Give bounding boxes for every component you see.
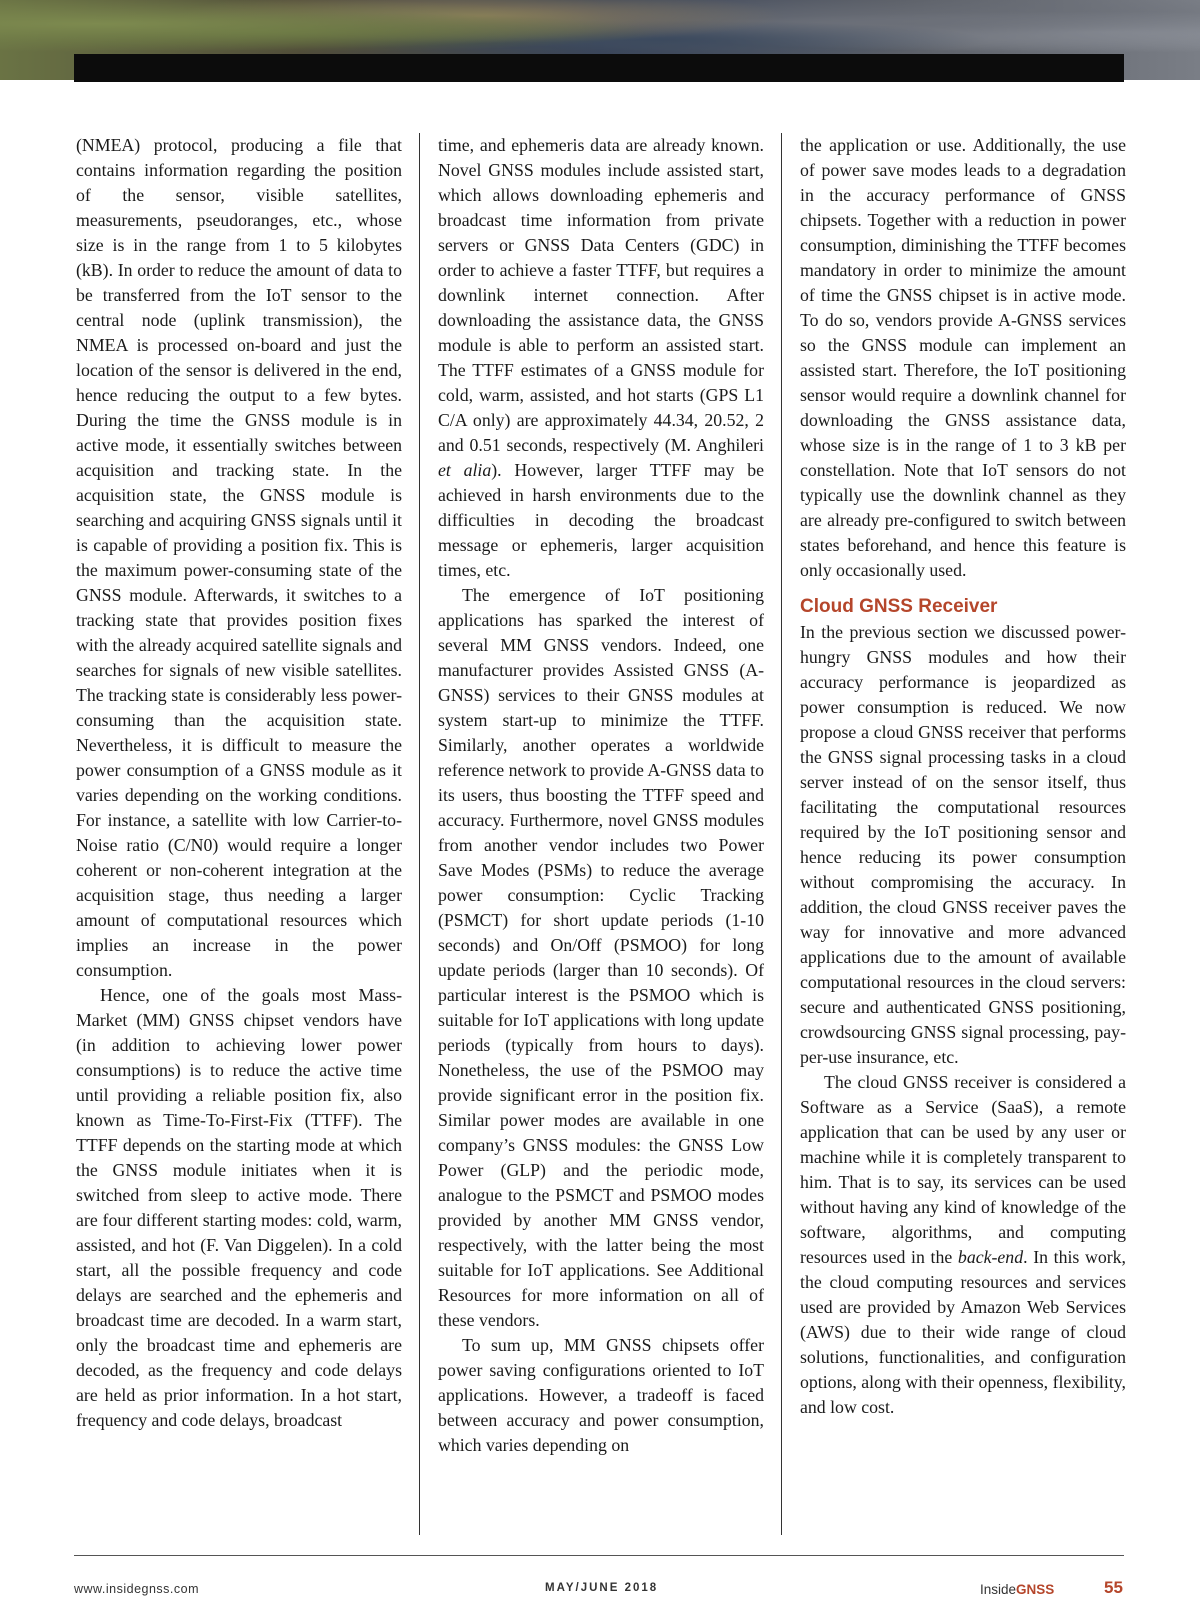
text-run: time, and ephemeris data are already known. Novel GNSS modules include assisted start, which allows downloading ephemeris and broadcast time information from private servers or GNSS Data Centers (GDC) in order to achieve a faster TTFF, but requires a downlink internet connection. After downloading the assistance data, the GNSS module is able to perform an assisted start. The TTFF estimates of a GNSS module for cold, warm, assisted, and hot starts (GPS L1 C/A only) are approximately 44.34, 20.52, 2 and 0.51 seconds, respectively (M. Anghileri	[438, 135, 764, 455]
paragraph: The emergence of IoT positioning applications has sparked the interest of several MM GNSS vendors. Indeed, one manufacturer provides Assisted GNSS (A-GNSS) services to their GNSS modules at system start-up to minimize the TTFF. Similarly, another operates a worldwide reference network to provide A-GNSS data to its users, thus boosting the TTFF speed and accuracy. Furthermore, novel GNSS modules from another vendor includes two Power Save Modes (PSMs) to reduce the average power consumption: Cyclic Tracking (PSMCT) for short update periods (1-10 seconds) and On/Off (PSMOO) for long update periods (larger than 10 seconds). Of particular interest is the PSMOO which is suitable for IoT applications with long update periods (typically from hours to days). Nonetheless, the use of the PSMOO may provide significant error in the position fix. Similar power modes are available in one company’s GNSS modules: the GNSS Low Power (GLP) and the periodic mode, analogue to the PSMCT and PSMOO modes provided by another MM GNSS vendor, respectively, with the latter being the most suitable for IoT applications. See Additional Resources for more information on all of these vendors.	[438, 585, 764, 1330]
paragraph: To sum up, MM GNSS chipsets offer power saving configurations oriented to IoT applications. However, a tradeoff is faced between accuracy and power consumption, which varies depending on	[438, 1335, 764, 1455]
header-bar	[74, 54, 1124, 82]
article-column-3	[800, 133, 1126, 1535]
section-heading: Cloud GNSS Receiver	[800, 596, 998, 617]
footer-url[interactable]: www.insidegnss.com	[74, 1582, 200, 1596]
brand-part: Inside	[980, 1582, 1017, 1597]
footer-brand-logo	[980, 1582, 1054, 1597]
article-column-2	[438, 133, 764, 1535]
paragraph: In the previous section we discussed power-hungry GNSS modules and how their accuracy performance is jeopardized as power consumption is reduced. We now propose a cloud GNSS receiver that performs the GNSS signal processing tasks in a cloud server instead of on the sensor itself, thus facilitating the computational resources required by the IoT positioning sensor and hence reducing its power consumption without compromising the accuracy. In addition, the cloud GNSS receiver paves the way for innovative and more advanced applications due to the amount of available computational resources in the cloud servers: secure and authenticated GNSS positioning, crowdsourcing GNSS signal processing, pay-per-use insurance, etc.	[800, 622, 1126, 1067]
paragraph	[438, 133, 764, 583]
italic-text: back-end	[957, 1247, 1024, 1267]
text-run: ). However, larger TTFF may be achieved in harsh environments due to the difficulties in decoding the broadcast message or ephemeris, larger acquisition times, etc.	[438, 460, 764, 580]
paragraph: the application or use. Additionally, the use of power save modes leads to a degradation in the accuracy performance of GNSS chipsets. Together with a reduction in power consumption, diminishing the TTFF becomes mandatory in order to minimize the amount of time the GNSS chipset is in active mode. To do so, vendors provide A-GNSS services so the GNSS module can implement an assisted start. Therefore, the IoT positioning sensor would require a downlink channel for downloading the GNSS assistance data, whose size is in the range of 1 to 3 kB per constellation. Note that IoT sensors do not typically use the downlink channel as they are already pre-configured to switch between states beforehand, and hence this feature is only occasionally used.	[800, 135, 1126, 580]
brand-part: GNSS	[1016, 1582, 1055, 1597]
column-divider	[419, 133, 420, 1535]
page-number: 55	[1104, 1578, 1123, 1597]
text-run: The cloud GNSS receiver is considered a Software as a Service (SaaS), a remote application that can be used by any user or machine while it is completely transparent to him. That is to say, its services can be used without having any kind of knowledge of the software, algorithms, and computing resources used in the	[800, 1072, 1126, 1267]
paragraph: Hence, one of the goals most Mass-Market (MM) GNSS chipset vendors have (in addition to achieving lower power consumptions) is to reduce the active time until providing a reliable position fix, also known as Time-To-First-Fix (TTFF). The TTFF depends on the starting mode at which the GNSS module initiates when it is switched from sleep to active mode. There are four different starting modes: cold, warm, assisted, and hot (F. Van Diggelen). In a cold start, all the possible frequency and code delays are searched and the ephemeris and broadcast time are decoded. In a warm start, only the broadcast time and ephemeris are decoded, as the frequency and code delays are held as prior information. In a hot start, frequency and code delays, broadcast	[76, 985, 402, 1430]
footer-divider	[74, 1555, 1124, 1556]
text-run: . In this work, the cloud computing resources and services used are provided by Amazon Web Services (AWS) due to their wide range of cloud solutions, functionalities, and configuration options, along with their openness, flexibility, and low cost.	[800, 1247, 1126, 1417]
footer-issue-date: MAY/JUNE 2018	[545, 1582, 659, 1594]
article-column-1	[76, 133, 402, 1535]
paragraph: (NMEA) protocol, producing a file that contains information regarding the position of the sensor, visible satellites, measurements, pseudoranges, etc., whose size is in the range from 1 to 5 kilobytes (kB). In order to reduce the amount of data to be transferred from the IoT sensor to the central node (uplink transmission), the NMEA is processed on-board and just the location of the sensor is delivered in the end, hence reducing the output to a few bytes. During the time the GNSS module is in active mode, it essentially switches between acquisition and tracking state. In the acquisition state, the GNSS module is searching and acquiring GNSS signals until it is capable of providing a position fix. This is the maximum power-consuming state of the GNSS module. Afterwards, it switches to a tracking state that provides position fixes with the already acquired satellite signals and searches for signals of new visible satellites. The tracking state is considerably less power-consuming than the acquisition state. Nevertheless, it is difficult to measure the power consumption of a GNSS module as it varies depending on the working conditions. For instance, a satellite with low Carrier-to-Noise ratio (C/N0) would require a longer coherent or non-coherent integration at the acquisition stage, thus needing a larger amount of computational resources which implies an increase in the power consumption.	[76, 135, 402, 980]
italic-text: et alia	[438, 460, 492, 480]
column-divider	[781, 133, 782, 1535]
paragraph	[800, 1070, 1126, 1420]
